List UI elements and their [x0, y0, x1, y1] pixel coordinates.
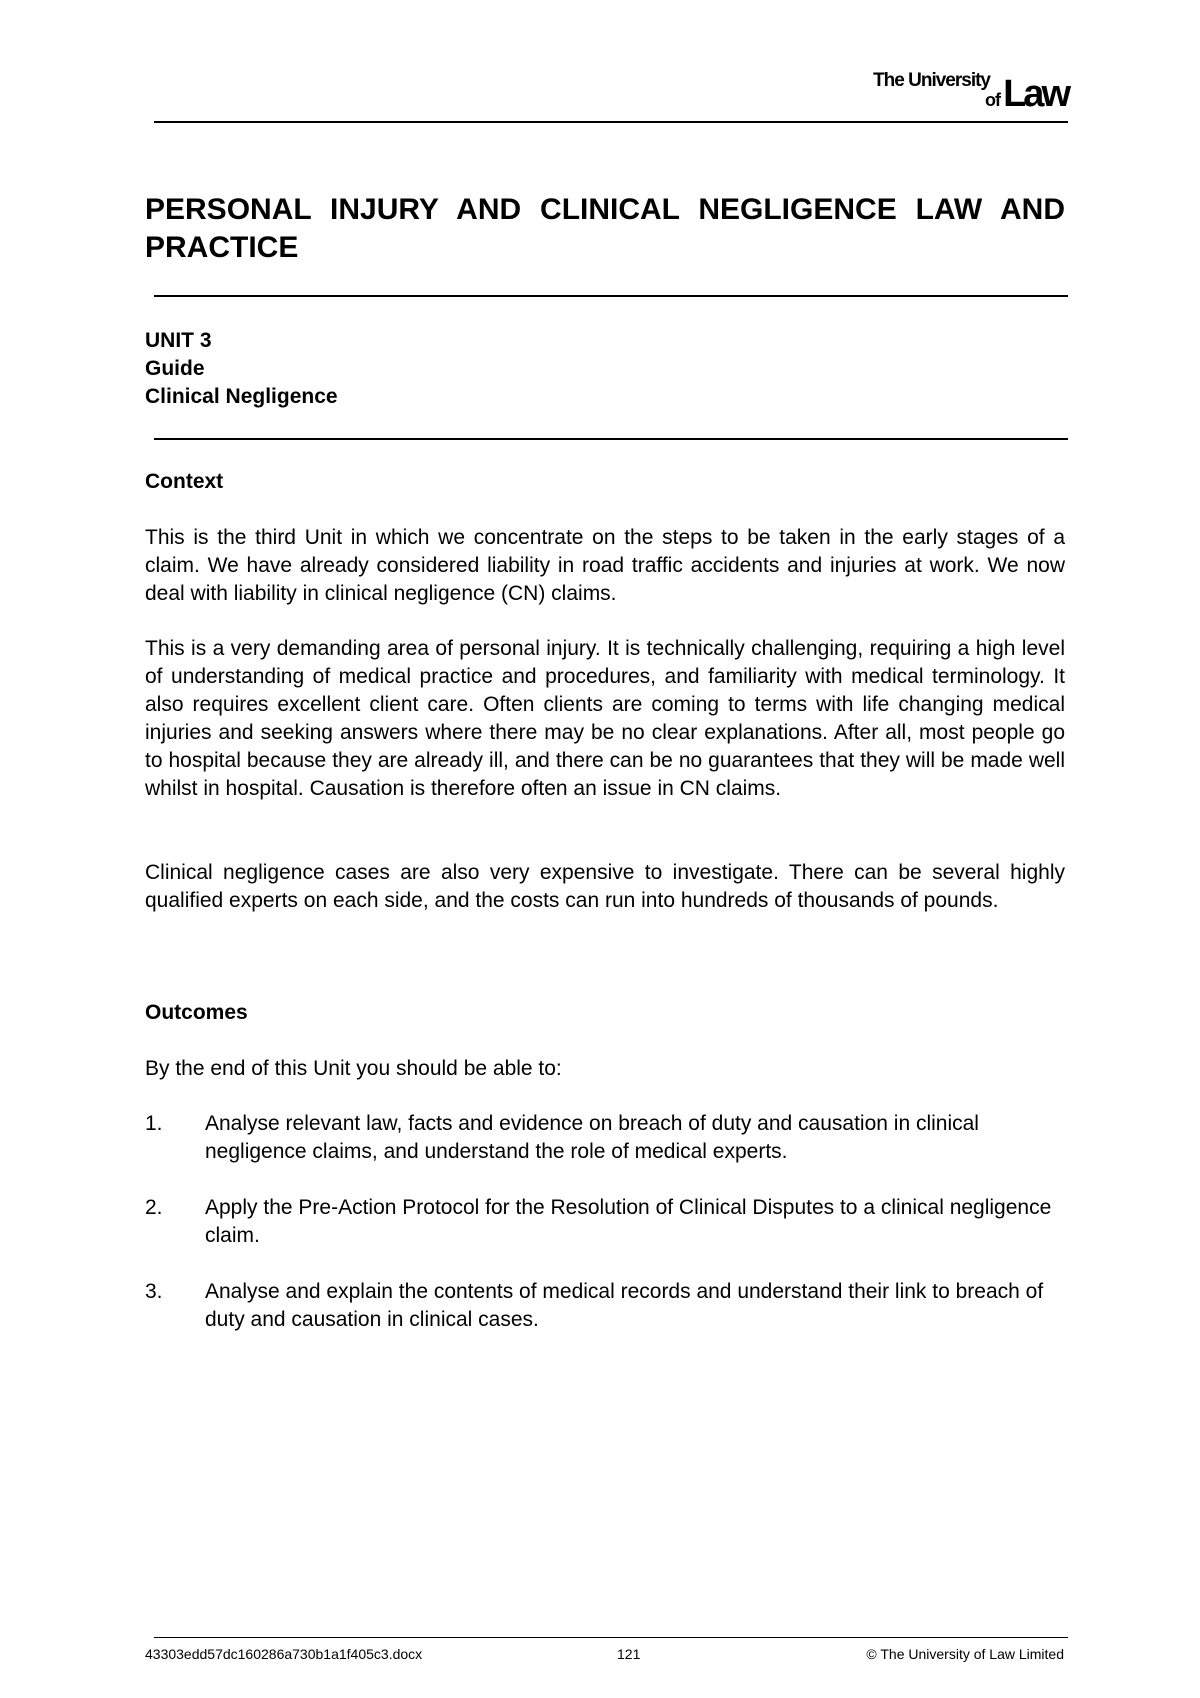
outcomes-heading: Outcomes	[145, 1001, 248, 1024]
university-logo	[858, 68, 1068, 116]
header-rule	[154, 121, 1068, 123]
context-heading: Context	[145, 470, 224, 493]
outcome-number: 2.	[145, 1196, 163, 1219]
logo-line-2: of	[985, 90, 1000, 110]
footer-rule	[154, 1637, 1068, 1638]
title-rule	[154, 295, 1068, 297]
outcome-text: Apply the Pre-Action Protocol for the Resolution of Clinical Disputes to a clinical negligence claim.	[205, 1196, 1052, 1247]
context-paragraph-3: Clinical negligence cases are also very expensive to investigate. There can be several highly qualified experts on each side, and the costs can run into hundreds of thousands of pounds.	[145, 861, 1065, 912]
outcome-number: 3.	[145, 1280, 163, 1303]
outcome-text: Analyse relevant law, facts and evidence on breach of duty and causation in clinical negligence claims, and understand the role of medical experts.	[205, 1112, 979, 1163]
unit-rule	[154, 438, 1068, 440]
context-paragraph-1: This is the third Unit in which we concentrate on the steps to be taken in the early stages of a claim. We have already considered liability in road traffic accidents and injuries at work. We now deal with liability in clinical negligence (CN) claims.	[145, 526, 1065, 605]
context-paragraph-2: This is a very demanding area of personal injury. It is technically challenging, requiring a high level of understanding of medical practice and procedures, and familiarity with medical terminology. It also requires excellent client care. Often clients are coming to terms with life changing medical injuries and seeking answers where there may be no clear explanations. After all, most people go to hospital because they are already ill, and there can be no guarantees that they will be made well whilst in hospital. Causation is therefore often an issue in CN claims.	[145, 637, 1065, 800]
unit-info	[145, 327, 338, 411]
document-title: PERSONAL INJURY AND CLINICAL NEGLIGENCE LAW AND PRACTICE	[145, 193, 1065, 264]
logo-line-1: The University	[873, 70, 990, 91]
outcome-number: 1.	[145, 1112, 163, 1135]
outcomes-intro: By the end of this Unit you should be able to:	[145, 1057, 562, 1080]
footer-page-number: 121	[617, 1646, 641, 1662]
footer-copyright: © The University of Law Limited	[866, 1646, 1064, 1662]
outcome-text: Analyse and explain the contents of medical records and understand their link to breach of duty and causation in clinical cases.	[205, 1280, 1044, 1331]
unit-number: UNIT 3	[145, 329, 212, 352]
footer-filename: 43303edd57dc160286a730b1a1f405c3.docx	[145, 1646, 423, 1662]
unit-type: Guide	[145, 357, 205, 380]
logo-line-3: Law	[1003, 73, 1068, 115]
unit-subject: Clinical Negligence	[145, 385, 338, 408]
